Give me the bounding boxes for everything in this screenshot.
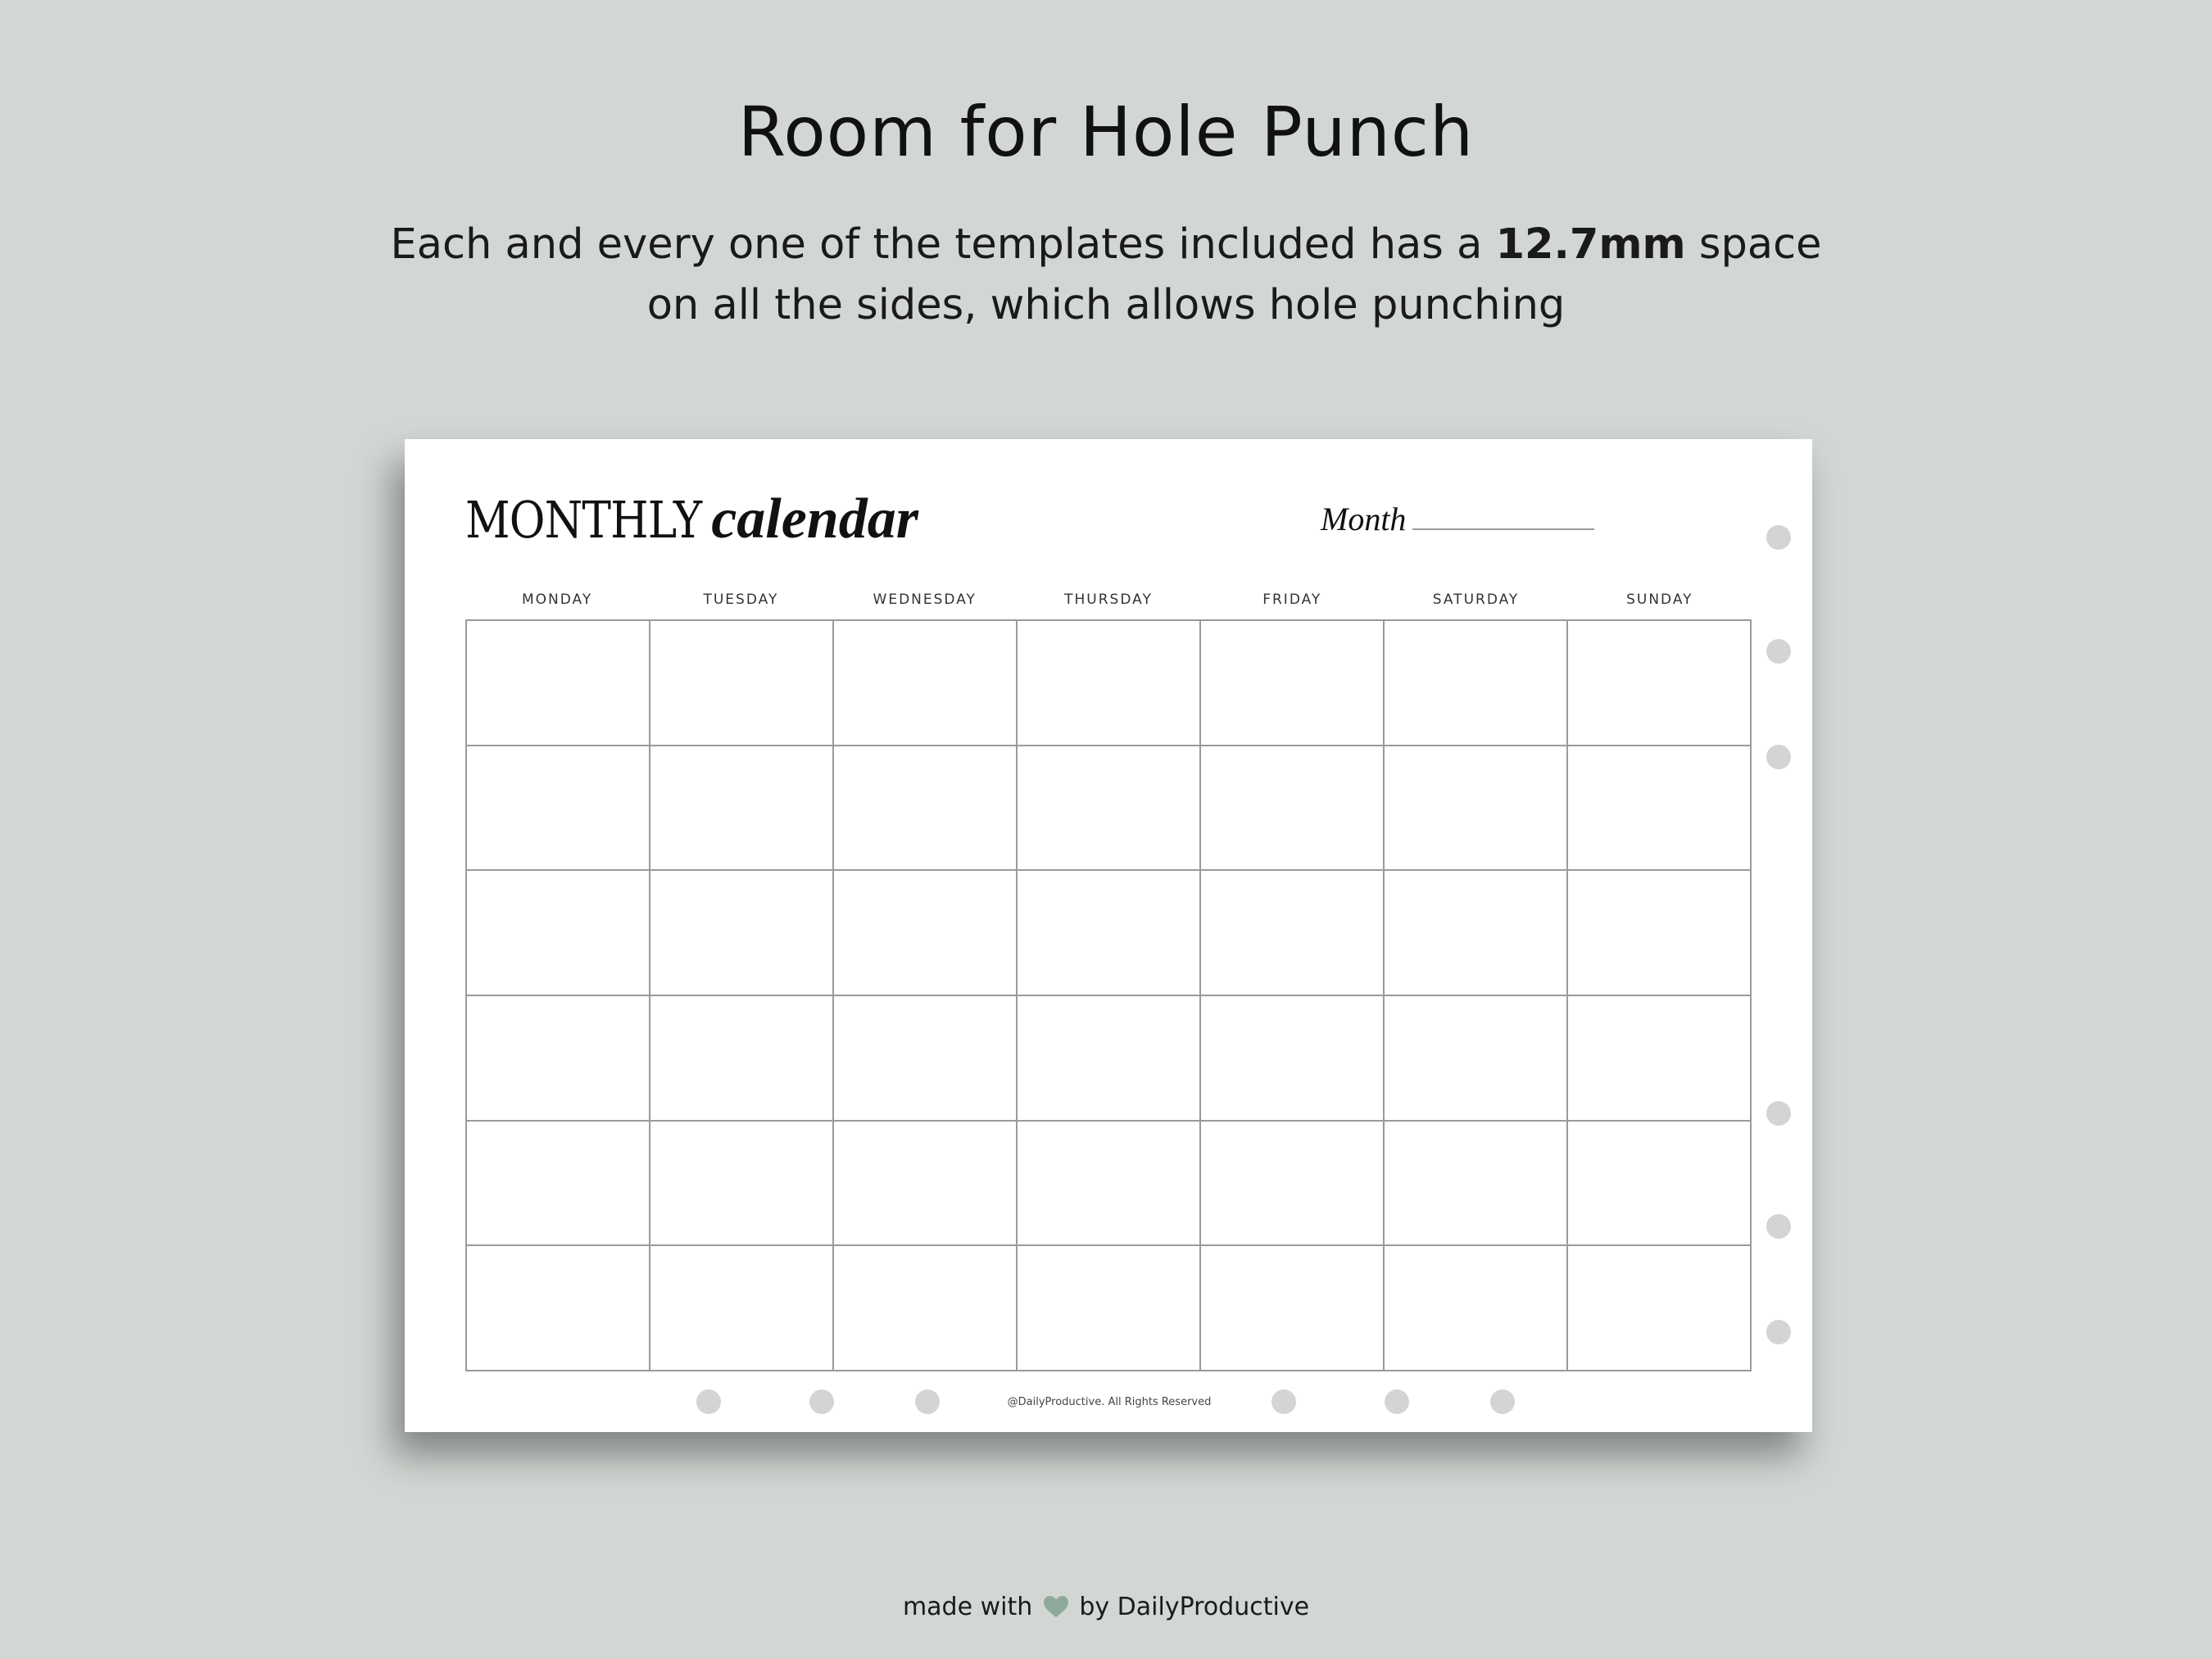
- punch-hole: [1271, 1389, 1296, 1414]
- description-after: space: [1685, 220, 1822, 269]
- copyright-note: @DailyProductive. All Rights Reserved: [1007, 1396, 1212, 1408]
- calendar-day-cell: [1201, 871, 1385, 996]
- day-header-monday: MONDAY: [522, 592, 593, 608]
- credit-suffix: by DailyProductive: [1079, 1593, 1310, 1621]
- calendar-day-cell: [650, 1246, 834, 1371]
- calendar-day-cell: [1568, 746, 1752, 872]
- calendar-day-cell: [1385, 621, 1568, 746]
- calendar-day-cell: [1201, 996, 1385, 1122]
- credit-line: [0, 1593, 2212, 1621]
- calendar-day-cell: [467, 871, 650, 996]
- calendar-day-cell: [650, 621, 834, 746]
- month-write-line: [1412, 528, 1594, 530]
- calendar-day-cell: [467, 1246, 650, 1371]
- calendar-day-cell: [650, 746, 834, 872]
- day-header-tuesday: TUESDAY: [703, 592, 779, 608]
- calendar-day-cell: [1385, 1246, 1568, 1371]
- calendar-day-cell: [834, 996, 1018, 1122]
- calendar-day-cell: [1018, 621, 1201, 746]
- description: [0, 215, 2212, 336]
- description-before: Each and every one of the templates included has a: [390, 220, 1496, 269]
- day-header-wednesday: WEDNESDAY: [873, 592, 977, 608]
- month-label: Month: [1321, 501, 1407, 537]
- calendar-day-cell: [1568, 1122, 1752, 1247]
- calendar-day-cell: [1201, 1246, 1385, 1371]
- punch-hole: [1766, 1214, 1791, 1239]
- punch-hole: [1385, 1389, 1409, 1414]
- calendar-day-cell: [1018, 871, 1201, 996]
- description-highlight: 12.7mm: [1495, 220, 1686, 269]
- punch-hole: [1490, 1389, 1515, 1414]
- calendar-day-cell: [1201, 746, 1385, 872]
- day-header-thursday: THURSDAY: [1064, 592, 1153, 608]
- calendar-day-cell: [834, 746, 1018, 872]
- calendar-title-script: calendar: [711, 487, 918, 551]
- calendar-day-cell: [1385, 746, 1568, 872]
- calendar-grid: [465, 619, 1752, 1371]
- calendar-day-cell: [650, 1122, 834, 1247]
- punch-hole: [915, 1389, 940, 1414]
- description-line-1: [0, 215, 2212, 275]
- calendar-day-cell: [1201, 1122, 1385, 1247]
- calendar-day-cell: [650, 996, 834, 1122]
- calendar-day-cell: [1018, 1246, 1201, 1371]
- calendar-day-cell: [1568, 1246, 1752, 1371]
- calendar-day-cell: [467, 746, 650, 872]
- punch-hole: [1766, 639, 1791, 664]
- headline: Room for Hole Punch: [737, 92, 1475, 172]
- calendar-day-cell: [834, 871, 1018, 996]
- calendar-sheet: [405, 439, 1812, 1432]
- calendar-day-cell: [467, 996, 650, 1122]
- punch-hole: [1766, 525, 1791, 550]
- calendar-day-cell: [834, 621, 1018, 746]
- punch-hole: [1766, 1320, 1791, 1344]
- day-header-saturday: SATURDAY: [1432, 592, 1520, 608]
- calendar-day-cell: [1385, 871, 1568, 996]
- calendar-day-cell: [1201, 621, 1385, 746]
- calendar-day-cell: [1018, 996, 1201, 1122]
- calendar-day-cell: [467, 621, 650, 746]
- description-line-2: on all the sides, which allows hole punching: [646, 281, 1566, 329]
- calendar-day-cell: [834, 1246, 1018, 1371]
- calendar-day-cell: [1018, 746, 1201, 872]
- calendar-day-cell: [1385, 1122, 1568, 1247]
- calendar-day-cell: [1568, 871, 1752, 996]
- calendar-day-cell: [1018, 1122, 1201, 1247]
- calendar-day-cell: [1568, 621, 1752, 746]
- calendar-day-cell: [834, 1122, 1018, 1247]
- calendar-day-cell: [1568, 996, 1752, 1122]
- heart-icon: [1044, 1596, 1068, 1618]
- calendar-day-cell: [650, 871, 834, 996]
- punch-hole: [696, 1389, 721, 1414]
- calendar-title-caps: MONTHLY: [465, 490, 702, 550]
- day-headers: [465, 592, 1752, 608]
- calendar-title: [465, 487, 918, 552]
- day-header-sunday: SUNDAY: [1626, 592, 1693, 608]
- punch-hole: [1766, 1101, 1791, 1126]
- calendar-day-cell: [467, 1122, 650, 1247]
- punch-hole: [1766, 745, 1791, 769]
- calendar-day-cell: [1385, 996, 1568, 1122]
- credit-prefix: made with: [902, 1593, 1033, 1621]
- punch-hole: [809, 1389, 834, 1414]
- day-header-friday: FRIDAY: [1262, 592, 1322, 608]
